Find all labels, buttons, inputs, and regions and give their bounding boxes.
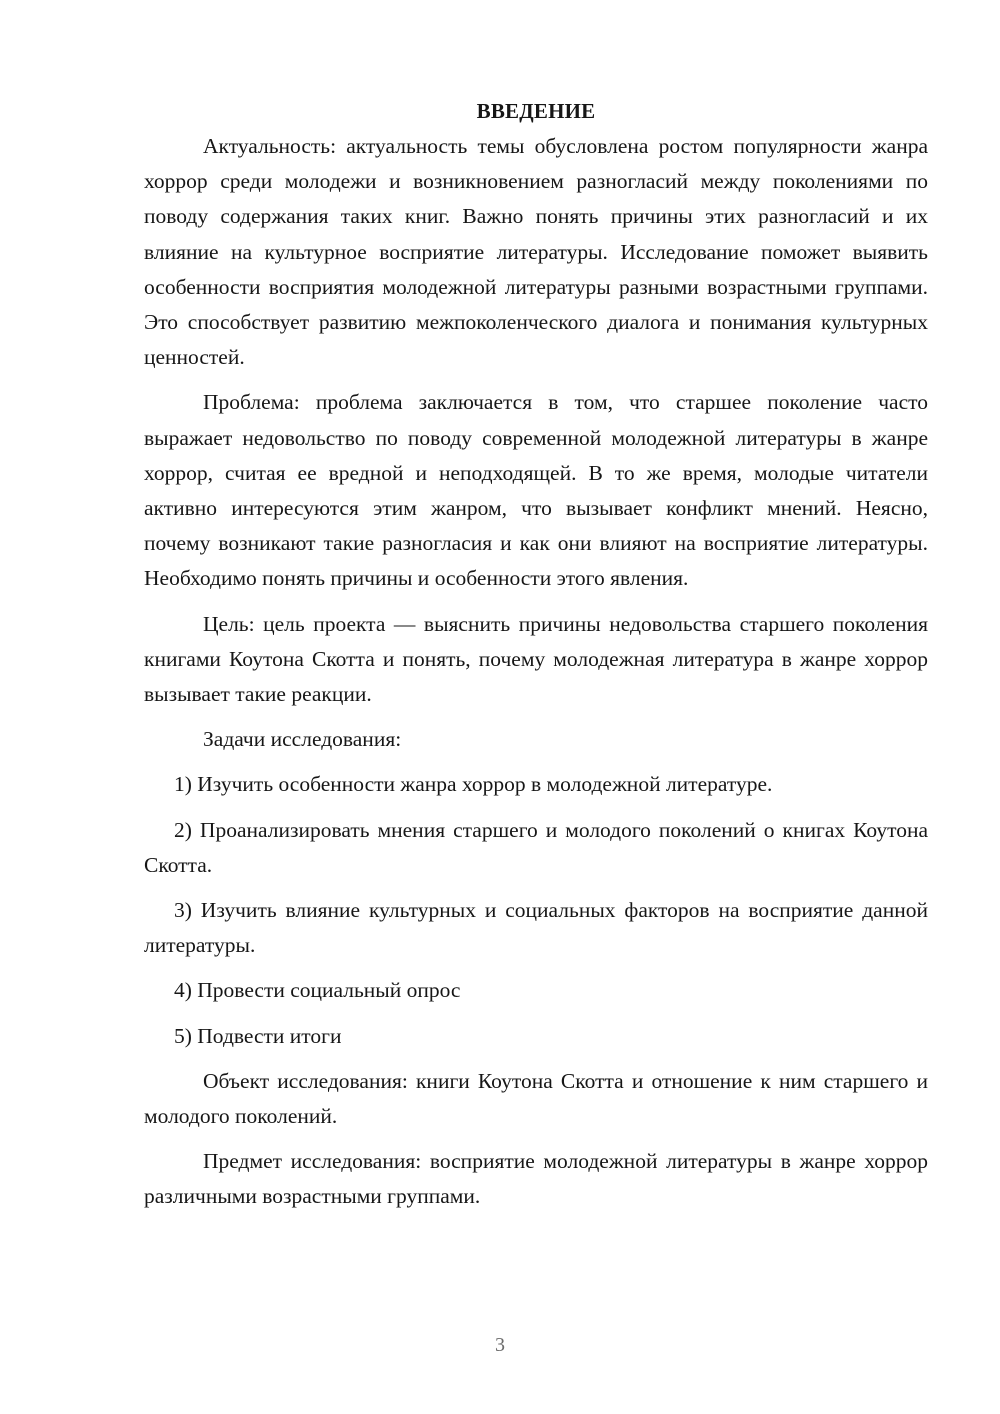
document-page — [144, 96, 928, 1225]
task-item-3: 3) Изучить влияние культурных и социальных факторов на восприятие данной литературы. — [144, 898, 928, 958]
section-heading: ВВЕДЕНИЕ — [476, 99, 596, 123]
subject-paragraph: Предмет исследования: восприятие молодежной литературы в жанре хоррор различными возрастными группами. — [144, 1149, 928, 1209]
tasks-title: Задачи исследования: — [203, 727, 402, 752]
goal-paragraph: Цель: цель проекта — выяснить причины недовольства старшего поколения книгами Коутона Скотта и понять, почему молодежная литература в жанре хоррор вызывает такие реакции. — [144, 611, 928, 707]
task-item-4: 4) Провести социальный опрос — [174, 978, 461, 1003]
relevance-paragraph: Актуальность: актуальность темы обусловлена ростом популярности жанра хоррор среди молодежи и возникновением разногласий между поколениями по поводу содержания таких книг. Важно понять причины этих разногласий и их влияние на культурное восприятие литературы. Исследование поможет выявить особенности восприятия молодежной литературы разными возрастными группами. Это способствует развитию межпоколенческого диалога и понимания культурных ценностей. — [144, 134, 928, 370]
task-item-2: 2) Проанализировать мнения старшего и молодого поколений о книгах Коутона Скотта. — [144, 817, 928, 877]
object-paragraph: Объект исследования: книги Коутона Скотта и отношение к ним старшего и молодого поколений. — [144, 1068, 928, 1129]
page-number: 3 — [495, 1334, 505, 1356]
task-item-5: 5) Подвести итоги — [174, 1023, 342, 1048]
problem-paragraph: Проблема: проблема заключается в том, что старшее поколение часто выражает недовольство по поводу современной молодежной литературы в жанре хоррор, считая ее вредной и неподходящей. В то же время, молодые читатели активно интересуются этим жанром, что вызывает конфликт мнений. Неясно, почему возникают такие разногласия и как они влияют на восприятие литературы. Необходимо понять причины и особенности этого явления. — [144, 390, 928, 591]
task-item-1: 1) Изучить особенности жанра хоррор в молодежной литературе. — [174, 772, 773, 797]
